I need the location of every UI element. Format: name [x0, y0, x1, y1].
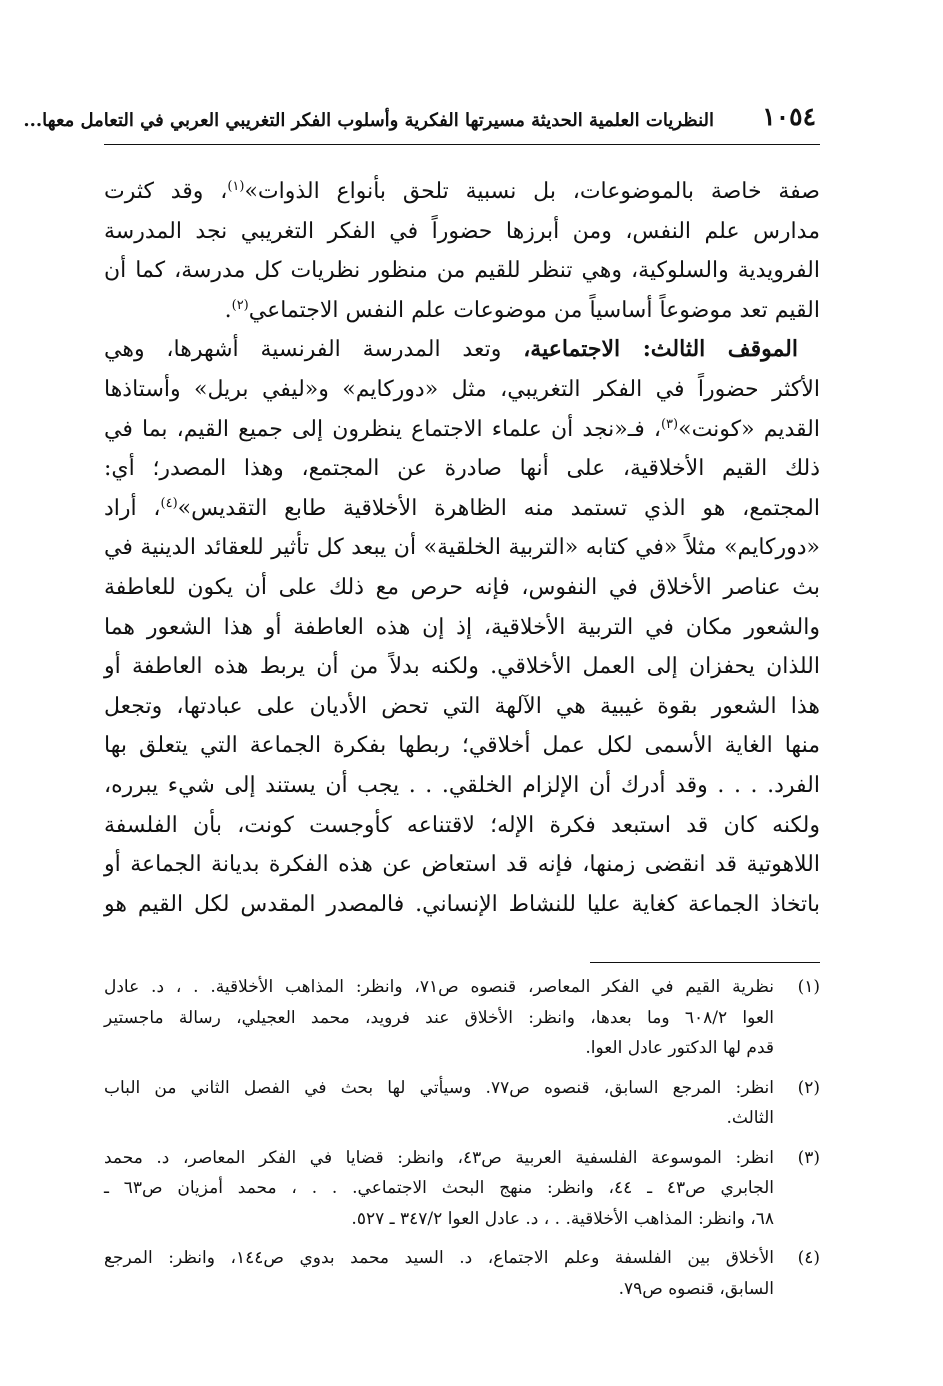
footnotes: [104, 972, 820, 1313]
text-line: المجتمع، هو الذي تستمد منه الظاهرة الأخلاقية طابع التقديس»$^{(٤)}$، أراد: [104, 495, 820, 521]
footnote-line: الثالث.: [726, 1108, 774, 1128]
footnote-line: السابق، قنصوه ص٧٩.: [618, 1278, 774, 1299]
footnote-line: نظرية القيم في الفكر المعاصر، قنصوه ص٧١، وانظر: المذاهب الأخلاقية. . ، د. عادل: [104, 977, 774, 997]
section-heading: الموقف الثالث: الاجتماعية،: [523, 336, 798, 363]
footnote-number: (١): [797, 977, 820, 997]
footnote-ref: (٣): [660, 416, 679, 432]
footnote-number: (٤): [797, 1248, 820, 1268]
footnote-2: [104, 1073, 820, 1134]
text-line: والشعور مكان في التربية الأخلاقية، إذ إن هذه العاطفة أو هذا الشعور هما: [104, 614, 820, 640]
footnote-4: [104, 1243, 820, 1304]
text-line: هذا الشعور بقوة غيبية هي الآلهة التي تحض الأديان على عبادتها، وتجعل: [104, 693, 820, 719]
text-line: الفرد. . . . وقد أدرك أن الإلزام الخلقي. . . يجب أن يستند إلى شيء يبرره،: [104, 772, 820, 798]
text-line: صفة خاصة بالموضوعات، بل نسبية تلحق بأنواع الذوات»$^{(١)}$، وقد كثرت: [104, 179, 820, 204]
footnote-number: (٣): [797, 1147, 820, 1168]
text-line: الفرويدية والسلوكية، وهي تنظر للقيم من منظور نظريات كل مدرسة، كما أن: [104, 258, 820, 284]
footnote-separator: [590, 962, 820, 963]
page-header: [23, 98, 820, 145]
footnote-line: ٦٨، وانظر: المذاهب الأخلاقية. . ، د. عادل العوا ٣٤٧/٢ ـ ٥٢٧.: [351, 1208, 774, 1229]
footnote-3: [104, 1143, 820, 1235]
footnote-line: الجابري ص٤٣ ـ ٤٤، وانظر: منهج البحث الاجتماعي. . . ، محمد أمزيان ص٦٣ ـ: [104, 1178, 774, 1198]
footnote-line: العوا ٦٠٨/٢ وما بعدها، وانظر: الأخلاق عند فرويد، محمد العجيلي، رسالة ماجستير: [104, 1007, 774, 1028]
footnote-line: قدم لها الدكتور عادل العوا.: [585, 1038, 774, 1058]
footnote-1: [104, 972, 820, 1064]
text-line: الموقف الثالث: الاجتماعية، وتعد المدرسة الفرنسية أشهرها، وهي: [104, 336, 798, 363]
footnote-ref: (٢): [231, 297, 249, 313]
text-line: ولكنه كان قد استبعد فكرة الإله؛ لاقتناعه كأوجست كونت، بأن الفلسفة: [104, 812, 820, 838]
footnote-line: انظر: الموسوعة الفلسفية العربية ص٤٣، وانظر: قضايا في الفكر المعاصر، د. محمد: [104, 1147, 774, 1168]
footnote-ref: (٤): [160, 495, 178, 511]
main-text: [104, 172, 820, 924]
footnote-number: (٢): [797, 1077, 820, 1098]
footnote-line: الأخلاق بين الفلسفة وعلم الاجتماع، د. السيد محمد بدوي ص١٤٤، وانظر: المرجع: [104, 1248, 774, 1268]
running-title: النظريات العلمية الحديثة مسيرتها الفكرية وأسلوب الفكر التغريبي العربي في التعامل معها...: [23, 110, 714, 131]
text-line: باتخاذ الجماعة كغاية عليا للنشاط الإنساني. فالمصدر المقدس لكل القيم هو: [104, 891, 820, 917]
text-line: القديم «كونت»$^{(٣)}$، فـ«نجد أن علماء الاجتماع ينظرون إلى جميع القيم، بما في: [104, 416, 820, 442]
footnote-line: انظر: المرجع السابق، قنصوه ص٧٧. وسيأتي لها بحث في الفصل الثاني من الباب: [104, 1077, 774, 1098]
footnote-ref: (١): [227, 179, 245, 194]
text-line: بث عناصر الأخلاق في النفوس، فإنه حرص مع ذلك على أن يكون للعاطفة: [104, 574, 820, 600]
text-line: منها الغاية الأسمى لكل عمل أخلاقي؛ ربطها بفكرة الجماعة التي يتعلق بها: [104, 733, 820, 759]
page-number: ١٠٥٤: [762, 102, 816, 131]
text-line: مدارس علم النفس، ومن أبرزها حضوراً في الفكر التغريبي نجد المدرسة: [104, 218, 820, 244]
text-line: ذلك القيم الأخلاقية، على أنها صادرة عن المجتمع، وهذا المصدر؛ أي:: [104, 456, 820, 482]
text-line: اللاهوتية قد انقضى زمنها، فإنه قد استعاض عن هذه الفكرة بديانة الجماعة أو: [104, 852, 820, 878]
text-line: القيم تعد موضوعاً أساسياً من موضوعات علم النفس الاجتماعي$^{(٢)}$.: [224, 297, 820, 323]
text-line: «دوركايم» مثلاً «في كتابه «التربية الخلقية» أن يبعد كل تأثير للعقائد الدينية في: [104, 535, 820, 561]
text-line: الأكثر حضوراً في الفكر التغريبي، مثل «دوركايم» و«ليفي بريل» وأستاذها: [104, 376, 820, 402]
text-line: اللذان يحفزان إلى العمل الأخلاقي. ولكنه بدلاً من أن يربط هذه العاطفة أو: [104, 654, 820, 680]
